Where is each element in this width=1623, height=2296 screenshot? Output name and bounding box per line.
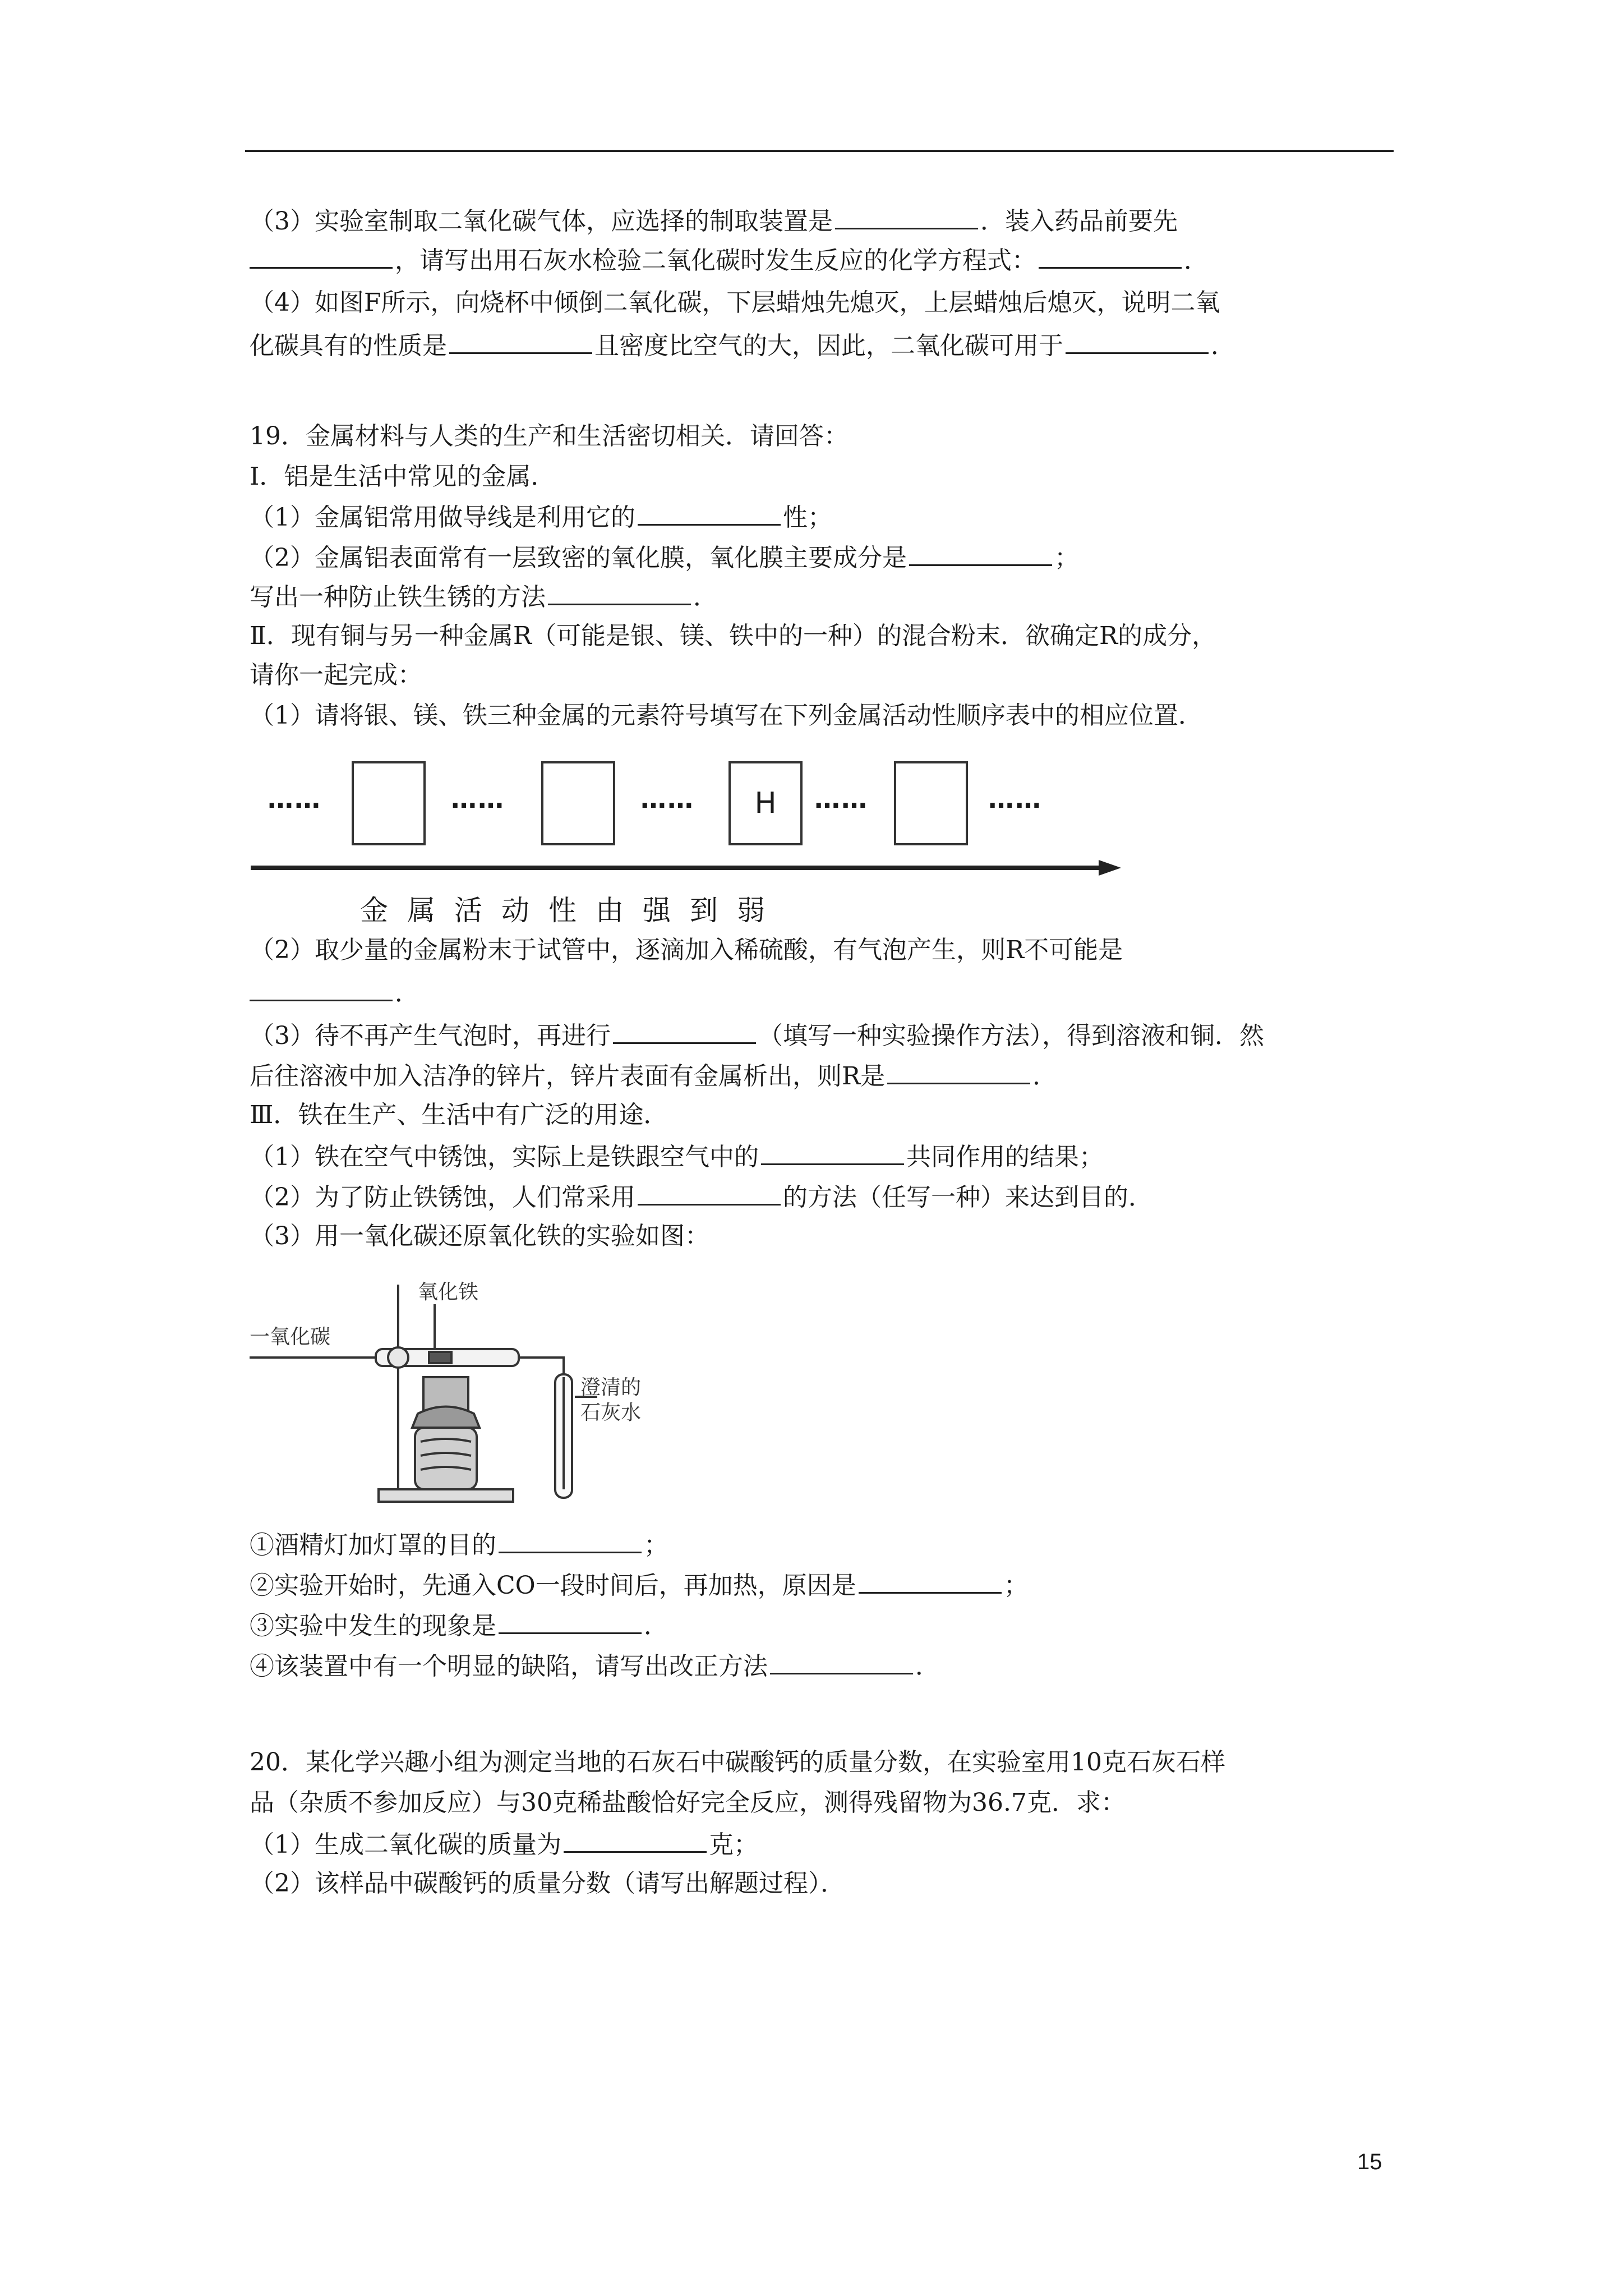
series-hydrogen-box: H (728, 761, 803, 845)
answer-blank[interactable] (499, 1527, 642, 1553)
series-ellipsis: …… (640, 784, 694, 814)
series-answer-box-3[interactable] (894, 761, 968, 845)
series-arrow-shaft (251, 866, 1103, 870)
activity-series-diagram (245, 754, 1117, 940)
q19-s2-item3-line2: 后往溶液中加入洁净的锌片，锌片表面有金属析出，则R是 ． (250, 1058, 1057, 1093)
q19-s3-circle1: ①酒精灯加灯罩的目的 ； (250, 1527, 668, 1562)
series-ellipsis: …… (268, 784, 321, 814)
stand-base (379, 1489, 513, 1502)
q19-section2-line1: Ⅱ．现有铜与另一种金属R（可能是银、镁、铁中的一种）的混合粉末．欲确定R的成分， (250, 622, 1217, 650)
q18-part4-line2: 化碳具有的性质是 且密度比空气的大，因此，二氧化碳可用于 ． (250, 328, 1235, 363)
q19-section1-heading: Ⅰ．铝是生活中常见的金属． (250, 462, 556, 491)
q18-part3-line2: ，请写出用石灰水检验二氧化碳时发生反应的化学方程式： ． (250, 242, 1209, 278)
answer-blank[interactable] (887, 1058, 1030, 1084)
answer-blank[interactable] (859, 1567, 1002, 1594)
answer-blank[interactable] (613, 1018, 756, 1044)
q19-s1-item3: 写出一种防止铁生锈的方法 ． (250, 579, 718, 614)
q20-item1: （1）生成二氧化碳的质量为 克； (250, 1826, 758, 1862)
answer-blank[interactable] (1066, 328, 1209, 354)
series-answer-box-2[interactable] (541, 761, 615, 845)
q19-s3-item1: （1）铁在空气中锈蚀，实际上是铁跟空气中的 共同作用的结果； (250, 1139, 1104, 1174)
q19-s2-item3-line1: （3）待不再产生气泡时，再进行 （填写一种实验操作方法），得到溶液和铜．然 (250, 1018, 1264, 1053)
series-ellipsis: …… (988, 784, 1042, 814)
q19-s3-item3: （3）用一氧化碳还原氧化铁的实验如图： (250, 1222, 709, 1250)
q19-s3-circle2: ②实验开始时，先通入CO一段时间后，再加热，原因是 ； (250, 1567, 1029, 1603)
outlet-tube (519, 1358, 564, 1377)
answer-blank[interactable] (909, 540, 1052, 566)
series-arrowhead (1099, 860, 1121, 876)
answer-blank[interactable] (1039, 242, 1182, 269)
q19-s2-item2-line1: （2）取少量的金属粉末于试管中，逐滴加入稀硫酸，有气泡产生，则R不可能是 (250, 936, 1123, 964)
header-rule (245, 150, 1394, 152)
series-answer-box-1[interactable] (352, 761, 426, 845)
co-reduction-apparatus-figure (250, 1273, 653, 1515)
label-limewater-2: 石灰水 (580, 1401, 642, 1424)
series-ellipsis: …… (814, 784, 868, 814)
alcohol-lamp-body (415, 1428, 477, 1489)
answer-blank[interactable] (250, 975, 393, 1001)
q20-item2: （2）该样品中碳酸钙的质量分数（请写出解题过程）． (250, 1869, 845, 1898)
q19-section3-heading: Ⅲ．铁在生产、生活中有广泛的用途． (250, 1101, 668, 1129)
series-caption: 金属活动性由强到弱 (360, 894, 784, 927)
label-iron-oxide: 氧化铁 (418, 1281, 479, 1304)
answer-blank[interactable] (770, 1648, 913, 1674)
q19-s3-circle3: ③实验中发生的现象是 ． (250, 1608, 668, 1643)
answer-blank[interactable] (499, 1608, 642, 1634)
answer-blank[interactable] (250, 242, 393, 269)
q19-s1-item2: （2）金属铝表面常有一层致密的氧化膜，氧化膜主要成分是 ； (250, 540, 1079, 575)
answer-blank[interactable] (548, 579, 691, 605)
answer-blank[interactable] (449, 328, 592, 354)
q19-s3-item2: （2）为了防止铁锈蚀，人们常采用 的方法（任写一种）来达到目的． (250, 1179, 1153, 1214)
iron-oxide-sample (429, 1352, 451, 1363)
q19-s3-circle4: ④该装置中有一个明显的缺陷，请写出改正方法 ． (250, 1648, 940, 1683)
answer-blank[interactable] (638, 1179, 781, 1205)
q19-s2-item2-line2: ． (250, 975, 419, 1010)
q20-line2: 品（杂质不参加反应）与30克稀盐酸恰好完全反应，测得残留物为36.7克．求： (250, 1788, 1126, 1817)
q19-s1-item1: （1）金属铝常用做导线是利用它的 性； (250, 499, 832, 535)
q19-s2-item1: （1）请将银、镁、铁三种金属的元素符号填写在下列金属活动性顺序表中的相应位置． (250, 701, 1203, 730)
clamp (388, 1347, 408, 1368)
label-co: 一氧化碳 (250, 1326, 331, 1349)
q19-section2-line2: 请你一起完成： (250, 661, 422, 689)
answer-blank[interactable] (638, 499, 781, 526)
answer-blank[interactable] (564, 1826, 707, 1853)
q20-line1: 20．某化学兴趣小组为测定当地的石灰石中碳酸钙的质量分数，在实验室用10克石灰石样 (250, 1748, 1225, 1777)
q19-title: 19．金属材料与人类的生产和生活密切相关．请回答： (250, 422, 849, 450)
q18-part3-line1: （3）实验室制取二氧化碳气体，应选择的制取装置是 ．装入药品前要先 (250, 203, 1178, 238)
label-limewater-1: 澄清的 (580, 1376, 642, 1399)
series-ellipsis: …… (451, 784, 505, 814)
q18-part4-line1: （4）如图F所示，向烧杯中倾倒二氧化碳，下层蜡烛先熄灭，上层蜡烛后熄灭，说明二氧 (250, 288, 1220, 317)
answer-blank[interactable] (761, 1139, 904, 1165)
answer-blank[interactable] (835, 203, 978, 229)
page-number: 15 (1357, 2150, 1382, 2174)
